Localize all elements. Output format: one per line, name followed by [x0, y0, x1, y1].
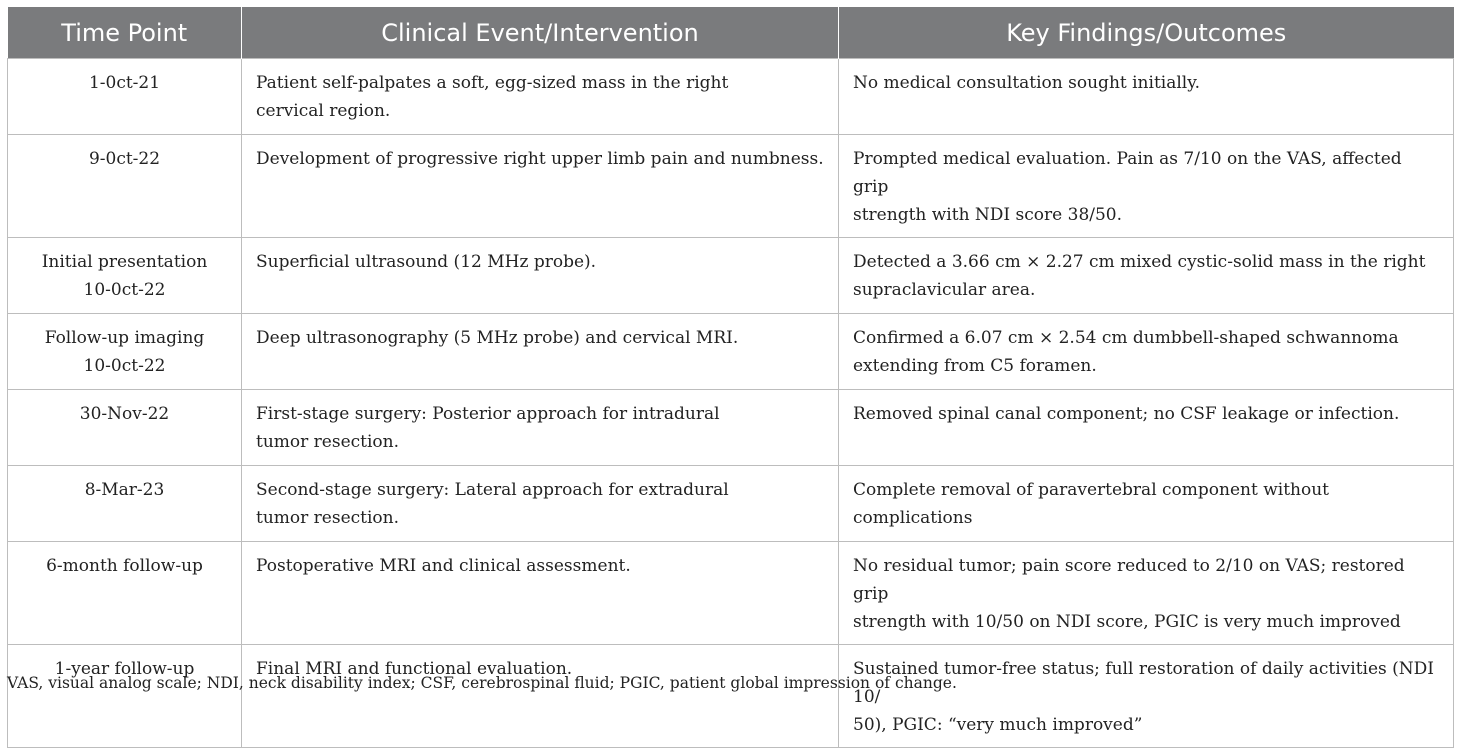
table-body — [8, 59, 1454, 748]
key-findings-cell — [839, 314, 1454, 390]
clinical-event-cell-text: Second-stage surgery: Lateral approach for extradural — [256, 480, 729, 500]
key-findings-cell-text: Detected a 3.66 cm × 2.27 cm mixed cystic-solid mass in the right — [853, 252, 1426, 272]
time-point-cell-text: 1-0ct-21 — [88, 73, 161, 93]
timeline-table-container — [7, 7, 1453, 748]
header-row — [8, 7, 1454, 59]
key-findings-cell-text: Confirmed a 6.07 cm × 2.54 cm dumbbell-shaped schwannoma — [853, 328, 1399, 348]
table-row — [8, 135, 1454, 238]
time-point-cell-text: 10-0ct-22 — [83, 280, 166, 300]
key-findings-cell-text: No medical consultation sought initially. — [853, 73, 1200, 93]
key-findings-cell — [839, 59, 1454, 135]
table-header — [8, 7, 1454, 59]
clinical-event-cell — [242, 390, 839, 466]
time-point-cell — [8, 542, 242, 645]
table-row — [8, 390, 1454, 466]
time-point-cell-text: 8-Mar-23 — [84, 480, 165, 500]
table-row — [8, 645, 1454, 748]
clinical-event-cell — [242, 645, 839, 748]
clinical-event-cell-text: First-stage surgery: Posterior approach for intradural — [256, 404, 720, 424]
key-findings-cell-text: strength with NDI score 38/50. — [853, 205, 1123, 225]
clinical-event-cell — [242, 59, 839, 135]
time-point-cell — [8, 466, 242, 542]
key-findings-cell — [839, 390, 1454, 466]
time-point-cell-text: Follow-up imaging — [44, 328, 205, 348]
table-row — [8, 238, 1454, 314]
key-findings-cell — [839, 645, 1454, 748]
key-findings-cell-text: Complete removal of paravertebral component without complications — [853, 480, 1330, 528]
time-point-cell — [8, 314, 242, 390]
time-point-cell — [8, 390, 242, 466]
clinical-event-cell-text: tumor resection. — [256, 508, 400, 528]
clinical-event-cell — [242, 238, 839, 314]
clinical-event-cell-text: Deep ultrasonography (5 MHz probe) and cervical MRI. — [256, 328, 739, 348]
key-findings-cell-text: extending from C5 foramen. — [853, 356, 1097, 376]
clinical-event-cell-text: Final MRI and functional evaluation. — [256, 659, 573, 679]
key-findings-cell — [839, 238, 1454, 314]
table-footnote: VAS, visual analog scale; NDI, neck disability index; CSF, cerebrospinal fluid; PGIC, patient global impression of change. — [7, 674, 957, 692]
key-findings-cell-text: strength with 10/50 on NDI score, PGIC is very much improved — [853, 612, 1401, 632]
clinical-event-cell-text: Postoperative MRI and clinical assessment. — [256, 556, 631, 576]
table-row — [8, 542, 1454, 645]
time-point-cell-text: Initial presentation — [41, 252, 208, 272]
clinical-timeline-table — [7, 7, 1454, 748]
key-findings-cell — [839, 542, 1454, 645]
clinical-event-cell — [242, 135, 839, 238]
time-point-cell-text: 9-0ct-22 — [88, 149, 161, 169]
table-row — [8, 466, 1454, 542]
time-point-cell — [8, 645, 242, 748]
header-clinical-event: Clinical Event/Intervention — [242, 7, 839, 59]
time-point-cell — [8, 135, 242, 238]
clinical-event-cell-text: cervical region. — [256, 101, 391, 121]
clinical-event-cell-text: tumor resection. — [256, 432, 400, 452]
key-findings-cell-text: 50), PGIC: “very much improved” — [853, 715, 1143, 735]
clinical-event-cell — [242, 314, 839, 390]
header-key-findings: Key Findings/Outcomes — [839, 7, 1454, 59]
clinical-event-cell-text: Patient self-palpates a soft, egg-sized mass in the right — [256, 73, 729, 93]
key-findings-cell — [839, 466, 1454, 542]
clinical-event-cell-text: Development of progressive right upper limb pain and numbness. — [256, 149, 824, 169]
clinical-event-cell — [242, 466, 839, 542]
clinical-event-cell — [242, 542, 839, 645]
time-point-cell — [8, 238, 242, 314]
time-point-cell — [8, 59, 242, 135]
time-point-cell-text: 10-0ct-22 — [83, 356, 166, 376]
key-findings-cell-text: Sustained tumor-free status; full restoration of daily activities (NDI 10/ — [853, 659, 1435, 707]
table-row — [8, 59, 1454, 135]
key-findings-cell — [839, 135, 1454, 238]
key-findings-cell-text: supraclavicular area. — [853, 280, 1036, 300]
key-findings-cell-text: Prompted medical evaluation. Pain as 7/10 on the VAS, affected grip — [853, 149, 1402, 197]
time-point-cell-text: 30-Nov-22 — [79, 404, 170, 424]
key-findings-cell-text: Removed spinal canal component; no CSF leakage or infection. — [853, 404, 1400, 424]
clinical-event-cell-text: Superficial ultrasound (12 MHz probe). — [256, 252, 597, 272]
key-findings-cell-text: No residual tumor; pain score reduced to 2/10 on VAS; restored grip — [853, 556, 1405, 604]
time-point-cell-text: 6-month follow-up — [46, 556, 203, 576]
table-row — [8, 314, 1454, 390]
time-point-cell-text: 1-year follow-up — [54, 659, 195, 679]
header-time-point: Time Point — [8, 7, 242, 59]
